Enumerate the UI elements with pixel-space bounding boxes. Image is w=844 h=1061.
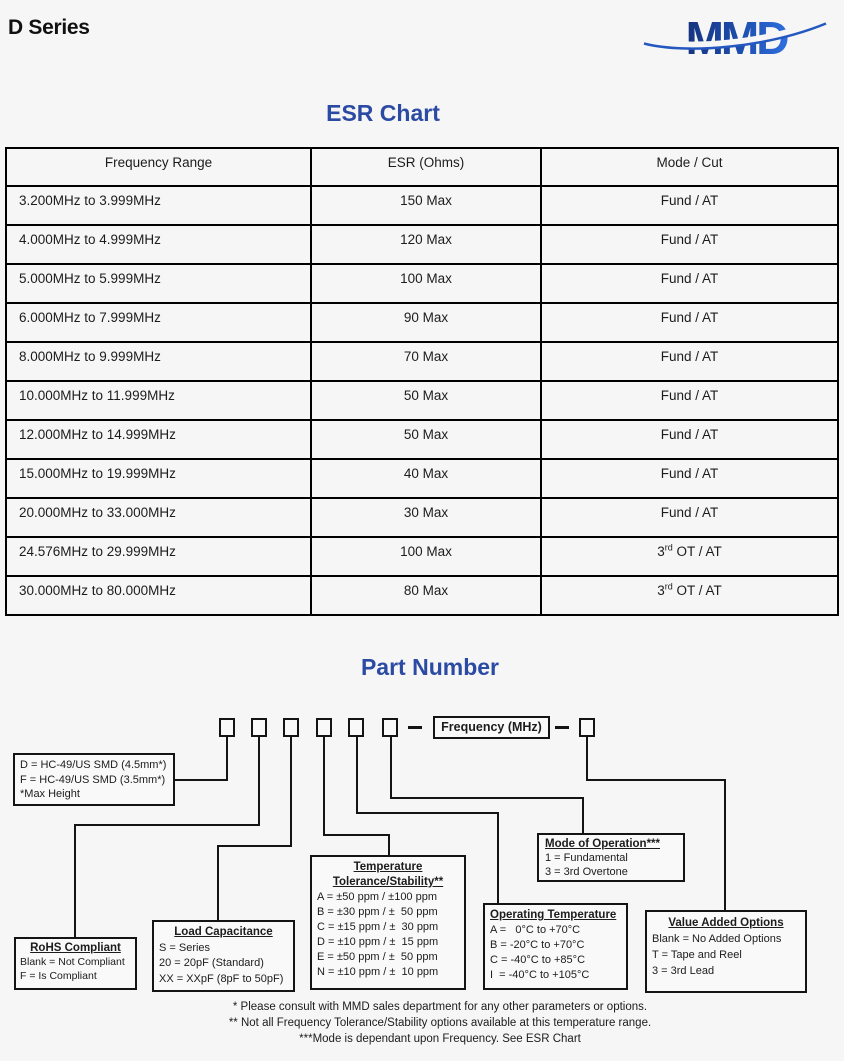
cell-mode-cut: Fund / AT bbox=[541, 264, 838, 303]
esr-table-row bbox=[6, 420, 838, 459]
pn-frequency-box: Frequency (MHz) bbox=[433, 716, 550, 739]
connector-line bbox=[388, 834, 390, 855]
callout-line: E = ±50 ppm / ± 50 ppm bbox=[317, 951, 438, 963]
footnote-2: ** Not all Frequency Tolerance/Stability options available at this temperature range. bbox=[228, 1017, 652, 1029]
callout-load-capacitance bbox=[152, 920, 295, 992]
cell-esr-value: 70 Max bbox=[311, 342, 541, 381]
callout-line: A = ±50 ppm / ±100 ppm bbox=[317, 891, 438, 903]
cell-mode-cut: Fund / AT bbox=[541, 420, 838, 459]
cell-frequency-range: 24.576MHz to 29.999MHz bbox=[6, 537, 311, 576]
cell-frequency-range: 15.000MHz to 19.999MHz bbox=[6, 459, 311, 498]
callout-line: D = HC-49/US SMD (4.5mm*) bbox=[20, 759, 167, 771]
cell-frequency-range: 6.000MHz to 7.999MHz bbox=[6, 303, 311, 342]
cell-esr-value: 90 Max bbox=[311, 303, 541, 342]
esr-table-row bbox=[6, 342, 838, 381]
callout-line: C = -40°C to +85°C bbox=[490, 954, 586, 966]
callout-temperature-title-line2: Tolerance/Stability** bbox=[332, 876, 444, 888]
cell-frequency-range: 8.000MHz to 9.999MHz bbox=[6, 342, 311, 381]
pn-box-rohs bbox=[251, 718, 267, 737]
connector-line bbox=[175, 779, 228, 781]
esr-table-row bbox=[6, 459, 838, 498]
callout-line: *Max Height bbox=[20, 788, 80, 800]
col-header-esr-ohms: ESR (Ohms) bbox=[311, 148, 541, 186]
cell-esr-value: 100 Max bbox=[311, 264, 541, 303]
cell-frequency-range: 3.200MHz to 3.999MHz bbox=[6, 186, 311, 225]
cell-mode-cut: Fund / AT bbox=[541, 225, 838, 264]
connector-line bbox=[586, 779, 726, 781]
callout-value-added-options bbox=[645, 910, 807, 993]
cell-esr-value: 80 Max bbox=[311, 576, 541, 615]
connector-line bbox=[323, 834, 390, 836]
callout-line: 1 = Fundamental bbox=[545, 852, 628, 864]
footnote-1: * Please consult with MMD sales department for any other parameters or options. bbox=[232, 1001, 648, 1013]
esr-table-row bbox=[6, 303, 838, 342]
logo-text: MMD bbox=[685, 13, 787, 63]
callout-rohs bbox=[14, 937, 137, 990]
cell-frequency-range: 4.000MHz to 4.999MHz bbox=[6, 225, 311, 264]
connector-line bbox=[74, 824, 260, 826]
callout-mode-of-operation-title: Mode of Operation*** bbox=[545, 838, 661, 850]
cell-mode-cut: Fund / AT bbox=[541, 186, 838, 225]
callout-line: T = Tape and Reel bbox=[652, 949, 742, 961]
esr-table-row bbox=[6, 381, 838, 420]
pn-box-package bbox=[219, 718, 235, 737]
connector-line bbox=[356, 737, 358, 813]
pn-dash-1 bbox=[408, 726, 422, 729]
callout-line: S = Series bbox=[159, 941, 211, 954]
page-title: D Series bbox=[8, 16, 90, 39]
callout-line: F = Is Compliant bbox=[20, 970, 97, 982]
esr-table-body bbox=[6, 186, 838, 615]
connector-line bbox=[390, 737, 392, 798]
connector-line bbox=[258, 737, 260, 825]
callout-line: Blank = Not Compliant bbox=[20, 956, 125, 968]
cell-frequency-range: 12.000MHz to 14.999MHz bbox=[6, 420, 311, 459]
callout-load-capacitance-title: Load Capacitance bbox=[174, 926, 273, 938]
footnotes bbox=[60, 999, 820, 1047]
mmd-logo-graphic bbox=[642, 13, 828, 63]
pn-box-operating-temperature bbox=[348, 718, 364, 737]
connector-line bbox=[582, 797, 584, 833]
callout-line: 3 = 3rd Lead bbox=[652, 965, 715, 977]
connector-line bbox=[217, 845, 219, 920]
connector-line bbox=[226, 737, 228, 780]
cell-mode-cut: Fund / AT bbox=[541, 342, 838, 381]
callout-line: N = ±10 ppm / ± 10 ppm bbox=[317, 966, 439, 978]
esr-table-row bbox=[6, 537, 838, 576]
callout-line: I = -40°C to +105°C bbox=[490, 969, 590, 981]
callout-line: D = ±10 ppm / ± 15 ppm bbox=[317, 936, 439, 948]
connector-line bbox=[586, 737, 588, 780]
callout-temperature-tolerance bbox=[310, 855, 466, 990]
callout-mode-of-operation bbox=[537, 833, 685, 882]
connector-line bbox=[323, 737, 325, 835]
callout-line: Blank = No Added Options bbox=[652, 933, 782, 945]
esr-table bbox=[5, 147, 839, 616]
callout-value-added-options-title: Value Added Options bbox=[668, 917, 784, 929]
cell-esr-value: 50 Max bbox=[311, 381, 541, 420]
connector-line bbox=[217, 845, 292, 847]
callout-line: B = ±30 ppm / ± 50 ppm bbox=[317, 906, 438, 918]
callout-line: 20 = 20pF (Standard) bbox=[159, 957, 264, 969]
esr-table-header-row bbox=[6, 148, 838, 186]
cell-frequency-range: 10.000MHz to 11.999MHz bbox=[6, 381, 311, 420]
callout-temperature-title-line1: Temperature bbox=[353, 861, 423, 873]
cell-mode-cut: Fund / AT bbox=[541, 459, 838, 498]
cell-esr-value: 120 Max bbox=[311, 225, 541, 264]
callout-operating-temperature-title: Operating Temperature bbox=[490, 909, 617, 921]
esr-table-row bbox=[6, 576, 838, 615]
mmd-logo bbox=[642, 13, 828, 63]
cell-mode-cut: 3rd OT / AT bbox=[541, 537, 838, 576]
cell-esr-value: 100 Max bbox=[311, 537, 541, 576]
esr-chart-heading: ESR Chart bbox=[326, 100, 440, 126]
cell-mode-cut: Fund / AT bbox=[541, 303, 838, 342]
callout-line: B = -20°C to +70°C bbox=[490, 939, 585, 951]
cell-esr-value: 30 Max bbox=[311, 498, 541, 537]
cell-mode-cut: 3rd OT / AT bbox=[541, 576, 838, 615]
pn-box-load-capacitance bbox=[283, 718, 299, 737]
cell-esr-value: 40 Max bbox=[311, 459, 541, 498]
callout-line: XX = XXpF (8pF to 50pF) bbox=[159, 972, 284, 985]
pn-box-value-added bbox=[579, 718, 595, 737]
callout-operating-temperature bbox=[483, 903, 628, 990]
esr-table-row bbox=[6, 498, 838, 537]
pn-box-temperature-tolerance bbox=[316, 718, 332, 737]
connector-line bbox=[390, 797, 584, 799]
pn-dash-2 bbox=[555, 726, 569, 729]
connector-line bbox=[724, 779, 726, 910]
col-header-mode-cut: Mode / Cut bbox=[541, 148, 838, 186]
esr-table-row bbox=[6, 186, 838, 225]
pn-box-mode-of-operation bbox=[382, 718, 398, 737]
footnote-3: ***Mode is dependant upon Frequency. See ESR Chart bbox=[299, 1033, 581, 1045]
cell-mode-cut: Fund / AT bbox=[541, 498, 838, 537]
cell-frequency-range: 30.000MHz to 80.000MHz bbox=[6, 576, 311, 615]
connector-line bbox=[497, 812, 499, 903]
callout-package bbox=[13, 753, 175, 806]
connector-line bbox=[74, 824, 76, 937]
col-header-frequency-range: Frequency Range bbox=[6, 148, 311, 186]
callout-line: A = 0°C to +70°C bbox=[490, 924, 581, 936]
esr-table-row bbox=[6, 225, 838, 264]
esr-table-row bbox=[6, 264, 838, 303]
cell-frequency-range: 5.000MHz to 5.999MHz bbox=[6, 264, 311, 303]
cell-mode-cut: Fund / AT bbox=[541, 381, 838, 420]
connector-line bbox=[356, 812, 499, 814]
part-number-heading: Part Number bbox=[360, 654, 500, 680]
callout-line: 3 = 3rd Overtone bbox=[545, 866, 628, 878]
callout-line: C = ±15 ppm / ± 30 ppm bbox=[317, 921, 439, 933]
cell-frequency-range: 20.000MHz to 33.000MHz bbox=[6, 498, 311, 537]
connector-line bbox=[290, 737, 292, 846]
callout-rohs-title: RoHS Compliant bbox=[30, 942, 121, 954]
callout-line: F = HC-49/US SMD (3.5mm*) bbox=[20, 773, 166, 786]
cell-esr-value: 150 Max bbox=[311, 186, 541, 225]
cell-esr-value: 50 Max bbox=[311, 420, 541, 459]
